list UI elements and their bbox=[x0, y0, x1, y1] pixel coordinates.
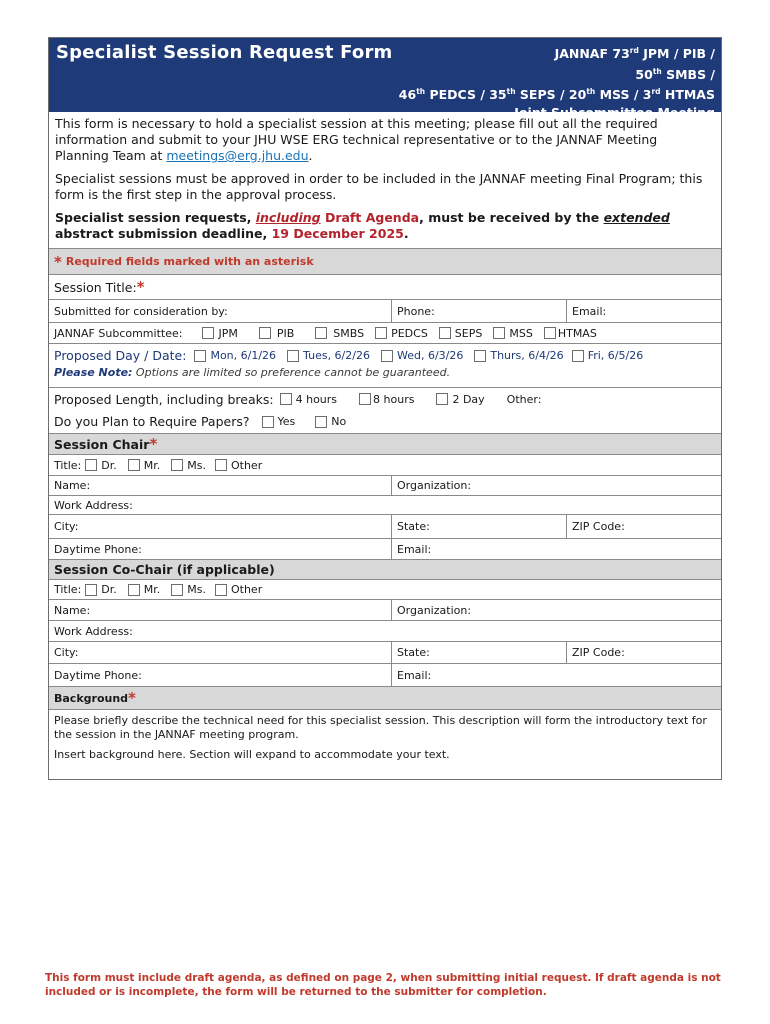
cochair-zip-field[interactable] bbox=[566, 642, 721, 663]
checkbox[interactable] bbox=[128, 459, 140, 471]
option-label: 8 hours bbox=[373, 392, 415, 406]
checkbox[interactable] bbox=[280, 393, 292, 405]
chair-title-dr[interactable] bbox=[85, 459, 116, 472]
field-label: Organization: bbox=[397, 479, 472, 492]
chair-title-mr[interactable] bbox=[128, 459, 161, 472]
option-label: Other bbox=[230, 458, 263, 472]
option-label: Tues, 6/2/26 bbox=[303, 349, 370, 362]
ordinal-sup: th bbox=[416, 87, 426, 96]
proposed-length-field bbox=[49, 388, 541, 410]
meeting-line1: JANNAF 73 bbox=[554, 46, 630, 61]
intro-text bbox=[49, 112, 721, 248]
period: . bbox=[403, 226, 409, 241]
day-option-wed[interactable] bbox=[381, 349, 463, 362]
request-form bbox=[48, 37, 722, 780]
chair-phone-row bbox=[49, 538, 721, 559]
chair-work-address-field[interactable] bbox=[49, 496, 133, 514]
background-description: Please briefly describe the technical need for this specialist session. This description will form the introductory text for the session in the JANNAF meeting program. bbox=[54, 714, 707, 741]
checkbox[interactable] bbox=[474, 350, 486, 362]
option-label: Wed, 6/3/26 bbox=[396, 349, 464, 362]
email-label: Email: bbox=[572, 304, 607, 318]
checkbox[interactable] bbox=[215, 584, 227, 596]
length-option-2-day[interactable] bbox=[436, 393, 484, 406]
subcommittee-option-pedcs[interactable] bbox=[375, 327, 428, 340]
option-label: 4 hours bbox=[295, 392, 338, 406]
checkbox[interactable] bbox=[85, 584, 97, 596]
field-label: ZIP Code: bbox=[572, 646, 625, 659]
chair-email-field[interactable] bbox=[391, 539, 721, 559]
papers-option-yes[interactable] bbox=[262, 415, 296, 428]
deadline-text: abstract submission deadline, bbox=[55, 226, 272, 241]
checkbox[interactable] bbox=[262, 416, 274, 428]
field-label: Name: bbox=[54, 603, 91, 617]
field-label: ZIP Code: bbox=[572, 520, 625, 533]
intro-paragraph-2: Specialist sessions must be approved in order to be included in the JANNAF meeting Final Program; this form is the first step in the approval process. bbox=[55, 171, 703, 202]
cochair-state-field[interactable] bbox=[391, 642, 566, 663]
papers-label: Do you Plan to Require Papers? bbox=[54, 414, 250, 429]
extended-emphasis: extended bbox=[603, 210, 670, 225]
background-field[interactable] bbox=[49, 710, 721, 762]
cochair-title-mr[interactable] bbox=[128, 583, 161, 596]
required-note-text: Required fields marked with an asterisk bbox=[65, 255, 314, 268]
required-note bbox=[49, 249, 314, 274]
chair-title-other[interactable] bbox=[215, 459, 262, 472]
option-label: PIB bbox=[276, 326, 295, 340]
chair-title-ms[interactable] bbox=[171, 459, 206, 472]
day-option-fri[interactable] bbox=[572, 349, 644, 362]
cochair-city-field[interactable] bbox=[49, 642, 391, 663]
field-label: Name: bbox=[54, 479, 91, 492]
meeting-line3-part: SEPS / 20 bbox=[515, 87, 587, 102]
day-option-mon[interactable] bbox=[194, 349, 276, 362]
field-label: City: bbox=[54, 646, 79, 659]
subcommittee-option-seps[interactable] bbox=[439, 327, 483, 340]
including-emphasis: including bbox=[255, 210, 321, 225]
papers-field bbox=[49, 410, 346, 433]
checkbox[interactable] bbox=[436, 393, 448, 405]
period: . bbox=[308, 148, 313, 163]
draft-agenda-text: Draft Agenda bbox=[320, 210, 420, 225]
checkbox[interactable] bbox=[544, 327, 556, 339]
chair-phone-field[interactable] bbox=[49, 539, 391, 559]
ordinal-sup: th bbox=[652, 66, 662, 76]
option-label: HTMAS bbox=[557, 326, 597, 340]
chair-name-field[interactable] bbox=[49, 476, 391, 495]
checkbox[interactable] bbox=[439, 327, 451, 339]
proposed-day-field bbox=[49, 344, 643, 379]
session-chair-heading bbox=[49, 434, 157, 454]
day-preference-note bbox=[54, 366, 643, 379]
checkbox[interactable] bbox=[359, 393, 371, 405]
meeting-line3-part: HTMAS bbox=[660, 87, 715, 102]
cochair-title-field bbox=[49, 580, 262, 599]
option-label: Ms. bbox=[187, 458, 206, 472]
subcommittee-option-htmas[interactable] bbox=[544, 327, 597, 340]
checkbox[interactable] bbox=[315, 416, 327, 428]
chair-address-row bbox=[49, 495, 721, 514]
papers-option-no[interactable] bbox=[315, 415, 346, 428]
deadline-notice bbox=[55, 210, 715, 242]
meetings-email-link[interactable]: meetings@erg.jhu.edu bbox=[166, 148, 309, 163]
chair-name-row bbox=[49, 475, 721, 495]
option-label: Mr. bbox=[143, 583, 161, 596]
day-option-thurs[interactable] bbox=[474, 349, 563, 362]
field-label: Daytime Phone: bbox=[54, 542, 142, 556]
chair-city-row bbox=[49, 514, 721, 538]
option-label: No bbox=[331, 415, 347, 428]
checkbox[interactable] bbox=[171, 584, 183, 596]
option-label: Yes bbox=[277, 415, 296, 428]
proposed-length-label: Proposed Length, including breaks: bbox=[54, 391, 274, 407]
field-label: State: bbox=[397, 646, 430, 659]
field-label: Daytime Phone: bbox=[54, 668, 142, 682]
proposed-day-row bbox=[49, 343, 721, 387]
cochair-city-row bbox=[49, 641, 721, 663]
checkbox[interactable] bbox=[493, 327, 505, 339]
background-heading bbox=[49, 687, 136, 709]
note-label: Please Note: bbox=[54, 366, 133, 379]
footer-notice: This form must include draft agenda, as defined on page 2, when submitting initial request. If draft agenda is not included or is incomplete, the form will be returned to the submitter for completion. bbox=[45, 972, 721, 998]
meeting-line4: Joint Subcommittee Meeting bbox=[514, 104, 715, 120]
session-cochair-heading: Session Co-Chair (if applicable) bbox=[54, 562, 275, 577]
cochair-title-row bbox=[49, 579, 721, 599]
meeting-line3: 46 bbox=[398, 87, 417, 102]
subcommittee-label: JANNAF Subcommittee: bbox=[54, 326, 183, 340]
length-other-label: Other: bbox=[506, 392, 542, 406]
note-text: Options are limited so preference cannot be guaranteed. bbox=[132, 366, 451, 379]
session-chair-heading-row bbox=[49, 433, 721, 454]
submitted-by-label: Submitted for consideration by: bbox=[54, 304, 228, 318]
checkbox[interactable] bbox=[128, 584, 140, 596]
meeting-line2: 50 bbox=[635, 66, 653, 82]
meeting-title bbox=[399, 42, 715, 121]
cochair-email-field[interactable] bbox=[391, 664, 721, 686]
title-label: Title: bbox=[54, 583, 82, 596]
cochair-organization-field[interactable] bbox=[391, 600, 721, 620]
option-label: SEPS bbox=[454, 326, 483, 340]
field-label: Work Address: bbox=[54, 624, 133, 638]
subcommittee-row bbox=[49, 322, 721, 343]
field-label: Organization: bbox=[397, 603, 472, 617]
cochair-work-address-field[interactable] bbox=[49, 621, 133, 641]
subcommittee-option-jpm[interactable] bbox=[202, 327, 237, 340]
checkbox[interactable] bbox=[375, 327, 387, 339]
chair-organization-field[interactable] bbox=[391, 476, 721, 495]
session-cochair-heading-row bbox=[49, 559, 721, 579]
option-label: 2 Day bbox=[452, 392, 485, 406]
checkbox[interactable] bbox=[381, 350, 393, 362]
required-note-row bbox=[49, 248, 721, 274]
asterisk: * bbox=[136, 278, 145, 296]
chair-zip-field[interactable] bbox=[566, 515, 721, 538]
cochair-title-dr[interactable] bbox=[85, 583, 116, 596]
chair-title-row bbox=[49, 454, 721, 475]
background-heading-row bbox=[49, 686, 721, 709]
deadline-text: , must be received by the bbox=[419, 210, 604, 225]
length-option-8-hours[interactable] bbox=[359, 393, 414, 406]
option-label: Mr. bbox=[143, 458, 161, 472]
cochair-name-field[interactable] bbox=[49, 600, 391, 620]
form-header bbox=[49, 38, 721, 120]
checkbox[interactable] bbox=[85, 459, 97, 471]
chair-city-field[interactable] bbox=[49, 515, 391, 538]
asterisk: * bbox=[149, 435, 158, 453]
title-label: Title: bbox=[54, 458, 82, 472]
checkbox[interactable] bbox=[315, 327, 327, 339]
subcommittee-option-mss[interactable] bbox=[493, 327, 532, 340]
checkbox[interactable] bbox=[202, 327, 214, 339]
deadline-text: Specialist session requests, bbox=[55, 210, 256, 225]
chair-title-field bbox=[49, 455, 262, 475]
option-label: Ms. bbox=[187, 583, 206, 596]
cochair-name-row bbox=[49, 599, 721, 620]
checkbox[interactable] bbox=[194, 350, 206, 362]
ordinal-sup: rd bbox=[651, 87, 661, 96]
background-input[interactable]: Insert background here. Section will expand to accommodate your text. bbox=[54, 748, 450, 761]
ordinal-sup: th bbox=[586, 87, 596, 96]
option-label: Mon, 6/1/26 bbox=[210, 349, 277, 362]
submitted-by-field[interactable] bbox=[49, 300, 391, 322]
field-label: Email: bbox=[397, 542, 432, 556]
papers-row bbox=[49, 410, 721, 433]
submitter-row bbox=[49, 299, 721, 322]
subcommittee-field bbox=[49, 323, 597, 343]
ordinal-sup: rd bbox=[629, 46, 639, 55]
asterisk: * bbox=[128, 689, 136, 707]
phone-field[interactable] bbox=[391, 300, 566, 322]
deadline-date: 19 December 2025 bbox=[271, 226, 404, 241]
meeting-line2-end: SMBS / bbox=[661, 66, 715, 82]
field-label: Work Address: bbox=[54, 498, 133, 512]
session-title-row[interactable] bbox=[49, 274, 721, 299]
option-label: JPM bbox=[218, 326, 238, 340]
day-option-tues[interactable] bbox=[287, 349, 370, 362]
checkbox[interactable] bbox=[171, 459, 183, 471]
option-label: Dr. bbox=[101, 458, 117, 472]
cochair-address-row bbox=[49, 620, 721, 641]
length-option-4-hours[interactable] bbox=[280, 393, 337, 406]
cochair-phone-row bbox=[49, 663, 721, 686]
subcommittee-option-smbs[interactable] bbox=[315, 327, 364, 340]
asterisk: * bbox=[54, 252, 62, 271]
field-label: City: bbox=[54, 520, 79, 533]
background-row[interactable] bbox=[49, 709, 721, 779]
email-field[interactable] bbox=[566, 300, 721, 322]
cochair-phone-field[interactable] bbox=[49, 664, 391, 686]
checkbox[interactable] bbox=[215, 459, 227, 471]
proposed-day-options bbox=[54, 348, 643, 363]
meeting-line3-part: PEDCS / 35 bbox=[425, 87, 507, 102]
ordinal-sup: th bbox=[506, 87, 516, 96]
intro-paragraph-1 bbox=[55, 116, 715, 164]
meeting-line1-end: JPM / PIB / bbox=[638, 46, 715, 61]
option-label: PEDCS bbox=[391, 326, 428, 340]
field-label: Email: bbox=[397, 668, 432, 682]
session-title-field[interactable] bbox=[49, 275, 145, 299]
proposed-length-row bbox=[49, 387, 721, 410]
cochair-title-other[interactable] bbox=[215, 583, 262, 596]
phone-label: Phone: bbox=[397, 304, 435, 318]
session-title-label: Session Title: bbox=[54, 279, 137, 295]
section-heading: Background bbox=[54, 691, 129, 705]
checkbox[interactable] bbox=[287, 350, 299, 362]
option-label: MSS bbox=[509, 326, 533, 340]
option-label: Thurs, 6/4/26 bbox=[490, 349, 564, 362]
proposed-day-label: Proposed Day / Date: bbox=[54, 348, 187, 363]
option-label: Fri, 6/5/26 bbox=[587, 349, 644, 362]
section-heading: Session Chair bbox=[54, 436, 150, 452]
meeting-line3-part: MSS / 3 bbox=[595, 87, 652, 102]
checkbox[interactable] bbox=[259, 327, 271, 339]
checkbox[interactable] bbox=[572, 350, 584, 362]
cochair-title-ms[interactable] bbox=[171, 583, 206, 596]
option-label: Dr. bbox=[101, 583, 117, 596]
intro-text-1: This form is necessary to hold a specialist session at this meeting; please fill out all the required information and submit to your JHU WSE ERG technical representative or to the JANNAF Meeting Planning Team at bbox=[55, 116, 658, 163]
chair-state-field[interactable] bbox=[391, 515, 566, 538]
option-label: Other bbox=[230, 583, 263, 596]
option-label: SMBS bbox=[333, 326, 365, 340]
subcommittee-option-pib[interactable] bbox=[259, 327, 294, 340]
field-label: State: bbox=[397, 520, 430, 533]
form-title: Specialist Session Request Form bbox=[56, 42, 393, 63]
